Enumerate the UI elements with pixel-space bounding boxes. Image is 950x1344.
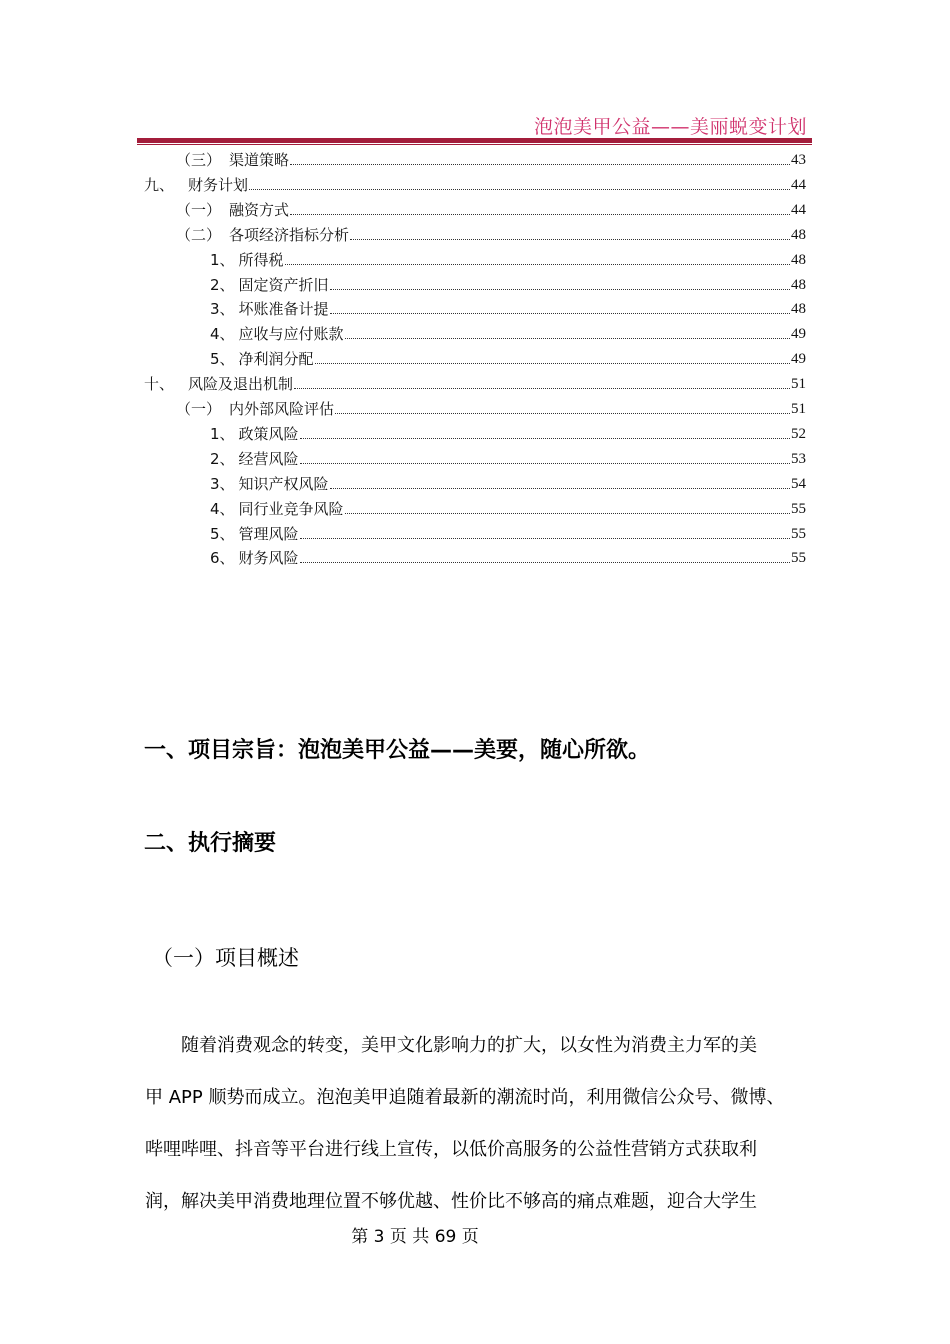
toc-entry[interactable] xyxy=(210,295,806,319)
toc-entry-page: 54 xyxy=(791,475,806,492)
toc-entry-label: 渠道策略 xyxy=(229,151,290,169)
header-rule-thin xyxy=(137,144,812,145)
toc-entry-label: 财务风险 xyxy=(238,549,299,568)
toc-entry[interactable] xyxy=(210,470,806,494)
toc-entry-number: 4、 xyxy=(210,499,235,518)
toc-entry[interactable] xyxy=(210,445,806,469)
toc-leader-dots xyxy=(350,238,790,240)
page-footer: 第 3 页 共 69 页 xyxy=(351,1227,479,1247)
toc-entry-page: 53 xyxy=(791,450,806,467)
toc-leader-dots xyxy=(290,213,790,215)
toc-leader-dots xyxy=(285,263,790,265)
toc-entry-page: 44 xyxy=(791,176,806,193)
toc-entry-label: 各项经济指标分析 xyxy=(229,225,350,244)
toc-entry-number: 6、 xyxy=(210,549,235,568)
subsection-heading-overview: （一）项目概述 xyxy=(152,946,299,970)
toc-entry[interactable] xyxy=(210,320,806,344)
toc-leader-dots xyxy=(300,437,790,439)
toc-entry-number: 5、 xyxy=(210,350,235,369)
toc-entry-number: 4、 xyxy=(210,325,235,344)
header-rule xyxy=(137,138,812,143)
toc-entry[interactable] xyxy=(176,196,806,220)
toc-entry[interactable] xyxy=(210,345,806,369)
toc-leader-dots xyxy=(330,487,790,489)
section-heading-purpose: 一、项目宗旨：泡泡美甲公益——美要，随心所欲。 xyxy=(144,738,651,763)
toc-entry-page: 48 xyxy=(791,226,806,243)
toc-leader-dots xyxy=(300,561,790,563)
toc-leader-dots xyxy=(290,163,790,165)
toc-entry-label: 风险及退出机制 xyxy=(188,375,294,394)
toc-entry[interactable] xyxy=(210,420,806,444)
toc-entry-label: 管理风险 xyxy=(238,524,299,543)
toc-entry[interactable] xyxy=(144,171,806,195)
toc-entry-label: 净利润分配 xyxy=(238,350,314,369)
paragraph-line: 哔哩哔哩、抖音等平台进行线上宣传，以低价高服务的公益性营销方式获取利 xyxy=(145,1139,757,1160)
toc-entry-page: 49 xyxy=(791,351,806,368)
toc-entry-number: （三） xyxy=(176,151,222,169)
toc-entry[interactable] xyxy=(176,395,806,419)
toc-entry-label: 政策风险 xyxy=(238,424,299,443)
toc-entry-number: 3、 xyxy=(210,300,235,319)
document-header-title: 泡泡美甲公益——美丽蜕变计划 xyxy=(533,116,807,138)
toc-entry-number: （二） xyxy=(176,225,222,244)
toc-entry-label: 固定资产折旧 xyxy=(238,275,329,294)
toc-leader-dots xyxy=(335,412,790,414)
toc-entry-number: 十、 xyxy=(144,375,175,394)
toc-entry-number: 3、 xyxy=(210,474,235,493)
toc-entry-page: 48 xyxy=(791,301,806,318)
toc-entry[interactable] xyxy=(210,271,806,295)
toc-entry-label: 坏账准备计提 xyxy=(238,300,329,319)
toc-entry-number: 九、 xyxy=(144,175,175,194)
toc-entry-number: 2、 xyxy=(210,449,235,468)
toc-entry-page: 43 xyxy=(791,152,806,168)
toc-entry[interactable] xyxy=(210,520,806,544)
toc-entry[interactable] xyxy=(210,495,806,519)
toc-entry-number: （一） xyxy=(176,400,222,418)
toc-entry-page: 55 xyxy=(791,525,806,542)
toc-leader-dots xyxy=(330,312,790,314)
toc-entry-number: 2、 xyxy=(210,275,235,294)
toc-entry-page: 44 xyxy=(791,201,806,218)
toc-entry-label: 经营风险 xyxy=(238,449,299,468)
toc-leader-dots xyxy=(300,462,790,464)
toc-entry-number: 1、 xyxy=(210,250,235,269)
toc-entry-page: 55 xyxy=(791,500,806,517)
toc-leader-dots xyxy=(294,387,790,389)
overview-paragraph xyxy=(145,1020,810,1228)
toc-entry-number: 1、 xyxy=(210,424,235,443)
toc-entry-page: 48 xyxy=(791,251,806,268)
section-heading-summary: 二、执行摘要 xyxy=(144,831,277,856)
toc-leader-dots xyxy=(300,537,790,539)
toc-entry-page: 55 xyxy=(791,550,806,567)
toc-leader-dots xyxy=(315,362,790,364)
toc-entry-page: 51 xyxy=(791,376,806,393)
toc-entry-label: 同行业竞争风险 xyxy=(238,499,344,518)
toc-entry-label: 融资方式 xyxy=(229,200,290,219)
toc-leader-dots xyxy=(345,337,790,339)
toc-leader-dots xyxy=(249,188,790,190)
toc-entry[interactable] xyxy=(210,246,806,270)
toc-entry[interactable] xyxy=(144,370,806,394)
toc-entry-label: 内外部风险评估 xyxy=(229,400,335,418)
toc-entry[interactable] xyxy=(210,544,806,568)
toc-entry-label: 应收与应付账款 xyxy=(238,325,344,344)
paragraph-line: 随着消费观念的转变，美甲文化影响力的扩大，以女性为消费主力军的美 xyxy=(181,1035,757,1056)
toc-entry-page: 49 xyxy=(791,326,806,343)
toc-entry-label: 知识产权风险 xyxy=(238,474,329,493)
toc-entry[interactable] xyxy=(176,146,806,170)
toc-entry-page: 52 xyxy=(791,425,806,442)
toc-entry-page: 51 xyxy=(791,401,806,417)
toc-entry-label: 财务计划 xyxy=(188,175,249,194)
toc-entry-label: 所得税 xyxy=(238,250,284,269)
toc-entry[interactable] xyxy=(176,221,806,245)
paragraph-line: 润，解决美甲消费地理位置不够优越、性价比不够高的痛点难题，迎合大学生 xyxy=(145,1191,757,1212)
toc-entry-page: 48 xyxy=(791,276,806,293)
toc-entry-number: 5、 xyxy=(210,524,235,543)
paragraph-line: 甲 APP 顺势而成立。泡泡美甲追随着最新的潮流时尚，利用微信公众号、微博、 xyxy=(145,1087,785,1108)
toc-leader-dots xyxy=(345,512,790,514)
toc-entry-number: （一） xyxy=(176,200,222,219)
toc-leader-dots xyxy=(330,288,790,290)
